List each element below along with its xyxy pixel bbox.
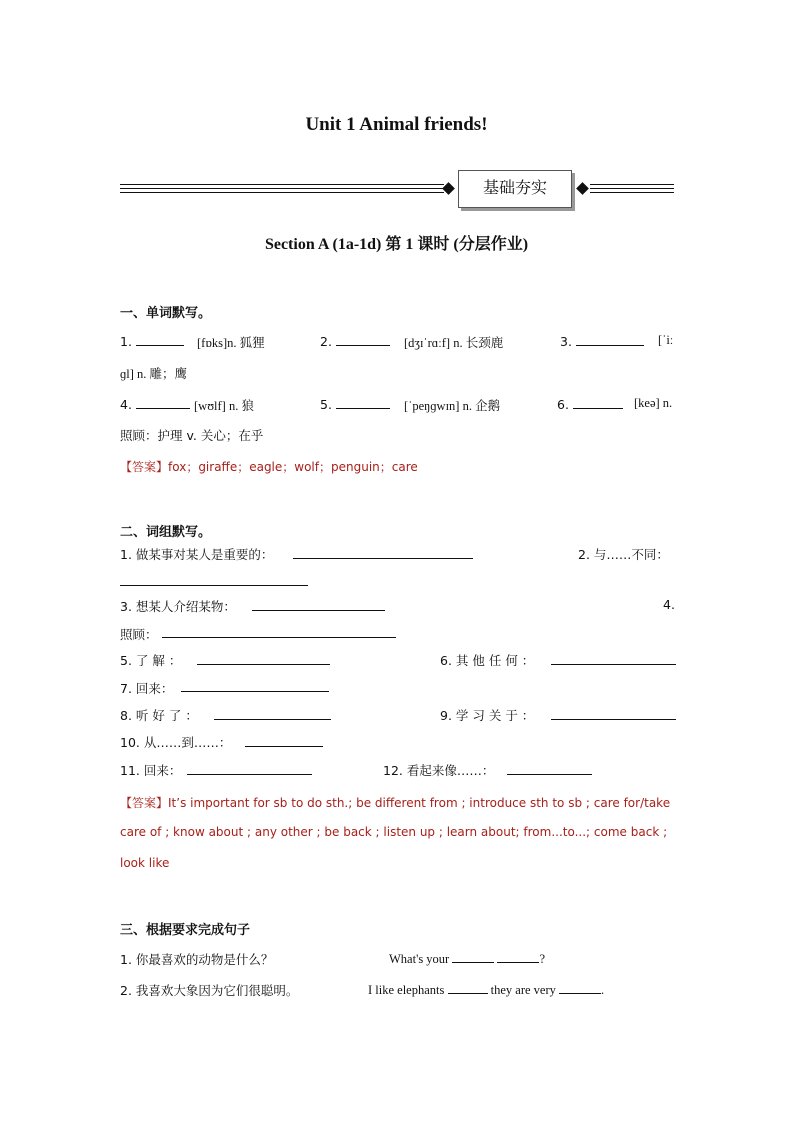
sentence-text: they are very <box>490 983 556 997</box>
banner-line-right-3 <box>590 192 674 193</box>
word-item-1-phonetic: [fɒks]n. 狐狸 <box>197 336 265 350</box>
word-item-4-phonetic: [wʊlf] n. 狼 <box>194 399 254 413</box>
word-item-2-phonetic: [dʒɪˈrɑːf] n. 长颈鹿 <box>404 336 504 350</box>
sentence-item-1-cn: 1. 你最喜欢的动物是什么？ <box>120 952 274 967</box>
section-subtitle: Section A (1a-1d) 第 1 课时 (分层作业) <box>264 236 529 253</box>
answer-blank[interactable] <box>252 610 385 611</box>
answer-blank[interactable] <box>187 774 312 775</box>
sentence-item-1-en <box>389 950 545 967</box>
answer-text: fox；giraffe；eagle；wolf；penguin；care <box>168 460 418 474</box>
sentence-text: What's your <box>389 952 450 966</box>
word-item-6 <box>557 396 623 412</box>
banner-line-left-2 <box>120 188 444 189</box>
phrase-item-4: 4. <box>663 597 675 612</box>
diamond-icon <box>576 182 589 195</box>
answer-blank[interactable] <box>136 333 184 346</box>
word-item-3-cont: ɡl] n. 雕；鹰 <box>120 367 188 381</box>
word-item-2 <box>320 333 390 349</box>
answer-blank[interactable] <box>245 746 323 747</box>
answer-blank[interactable] <box>448 981 488 994</box>
answer-blank[interactable] <box>214 719 331 720</box>
banner-line-right-2 <box>590 188 674 189</box>
section3-heading: 三、根据要求完成句子 <box>120 923 251 938</box>
word-item-3 <box>560 333 644 349</box>
answer-tag: 【答案】 <box>120 796 169 810</box>
answer-blank[interactable] <box>551 664 676 665</box>
phrase-item-2: 2. 与……不同： <box>578 547 669 562</box>
answer-text: It’s important for sb to do sth.; be different from ; introduce sth to sb ; care for/take <box>168 796 671 810</box>
word-item-3-phonetic: [ˈiː <box>658 333 674 347</box>
banner-label: 基础夯实 <box>458 170 572 208</box>
phrase-item-6: 6. 其 他 任 何 ： <box>440 653 535 668</box>
answer-blank[interactable] <box>336 396 390 409</box>
section2-answer-line-3: look like <box>120 856 170 870</box>
banner-line-right <box>590 184 674 185</box>
phrase-item-7: 7. 回来： <box>120 681 174 696</box>
word-item-6-phonetic: [keə] n. <box>634 396 673 410</box>
answer-blank[interactable] <box>573 396 623 409</box>
phrase-item-10: 10. 从……到……： <box>120 735 232 750</box>
word-item-5 <box>320 396 390 412</box>
section2-answer-line-2: care of ; know about ; any other ; be back ; listen up ; learn about; from...to...; come back ; <box>120 825 668 839</box>
section1-heading: 一、单词默写。 <box>120 306 212 321</box>
item-number: 6. <box>557 397 569 412</box>
item-number: 5. <box>320 397 332 412</box>
sentence-item-2-en <box>368 981 604 998</box>
answer-blank[interactable] <box>162 637 396 638</box>
sentence-text: I like elephants <box>368 983 445 997</box>
answer-blank[interactable] <box>559 981 601 994</box>
answer-blank[interactable] <box>507 774 592 775</box>
phrase-item-11: 11. 回来： <box>120 763 182 778</box>
answer-blank[interactable] <box>181 691 329 692</box>
item-number: 1. <box>120 334 132 349</box>
answer-blank[interactable] <box>120 585 308 586</box>
answer-blank[interactable] <box>336 333 390 346</box>
banner-line-left <box>120 184 444 185</box>
word-item-6-cont: 照顾：护理 v. 关心；在乎 <box>120 428 264 443</box>
answer-blank[interactable] <box>197 664 330 665</box>
page-title: Unit 1 Animal friends! <box>305 114 488 135</box>
phrase-item-1: 1. 做某事对某人是重要的： <box>120 547 274 562</box>
item-number: 3. <box>560 334 572 349</box>
banner-line-left-3 <box>120 192 444 193</box>
phrase-item-12: 12. 看起来像……： <box>383 763 495 778</box>
sentence-item-2-cn: 2. 我喜欢大象因为它们很聪明。 <box>120 983 299 998</box>
phrase-item-8: 8. 听 好 了 ： <box>120 708 198 723</box>
word-item-1 <box>120 333 184 349</box>
word-item-4 <box>120 396 190 412</box>
answer-blank[interactable] <box>136 396 190 409</box>
answer-blank[interactable] <box>452 950 494 963</box>
word-item-5-phonetic: [ˈpeŋɡwɪn] n. 企鹅 <box>404 399 501 413</box>
section2-answer <box>120 794 670 811</box>
answer-blank[interactable] <box>497 950 539 963</box>
phrase-item-3: 3. 想某人介绍某物： <box>120 599 236 614</box>
phrase-item-4-cont: 照顾： <box>120 627 158 642</box>
item-number: 2. <box>320 334 332 349</box>
answer-blank[interactable] <box>576 333 644 346</box>
phrase-item-9: 9. 学 习 关 于 ： <box>440 708 535 723</box>
answer-blank[interactable] <box>551 719 676 720</box>
phrase-item-5: 5. 了 解 ： <box>120 653 182 668</box>
item-number: 4. <box>120 397 132 412</box>
section1-answer <box>120 458 418 475</box>
diamond-icon <box>442 182 455 195</box>
sentence-text: ? <box>539 952 546 966</box>
sentence-text: . <box>601 983 605 997</box>
answer-tag: 【答案】 <box>120 460 169 474</box>
section2-heading: 二、词组默写。 <box>120 525 212 540</box>
answer-blank[interactable] <box>293 558 473 559</box>
